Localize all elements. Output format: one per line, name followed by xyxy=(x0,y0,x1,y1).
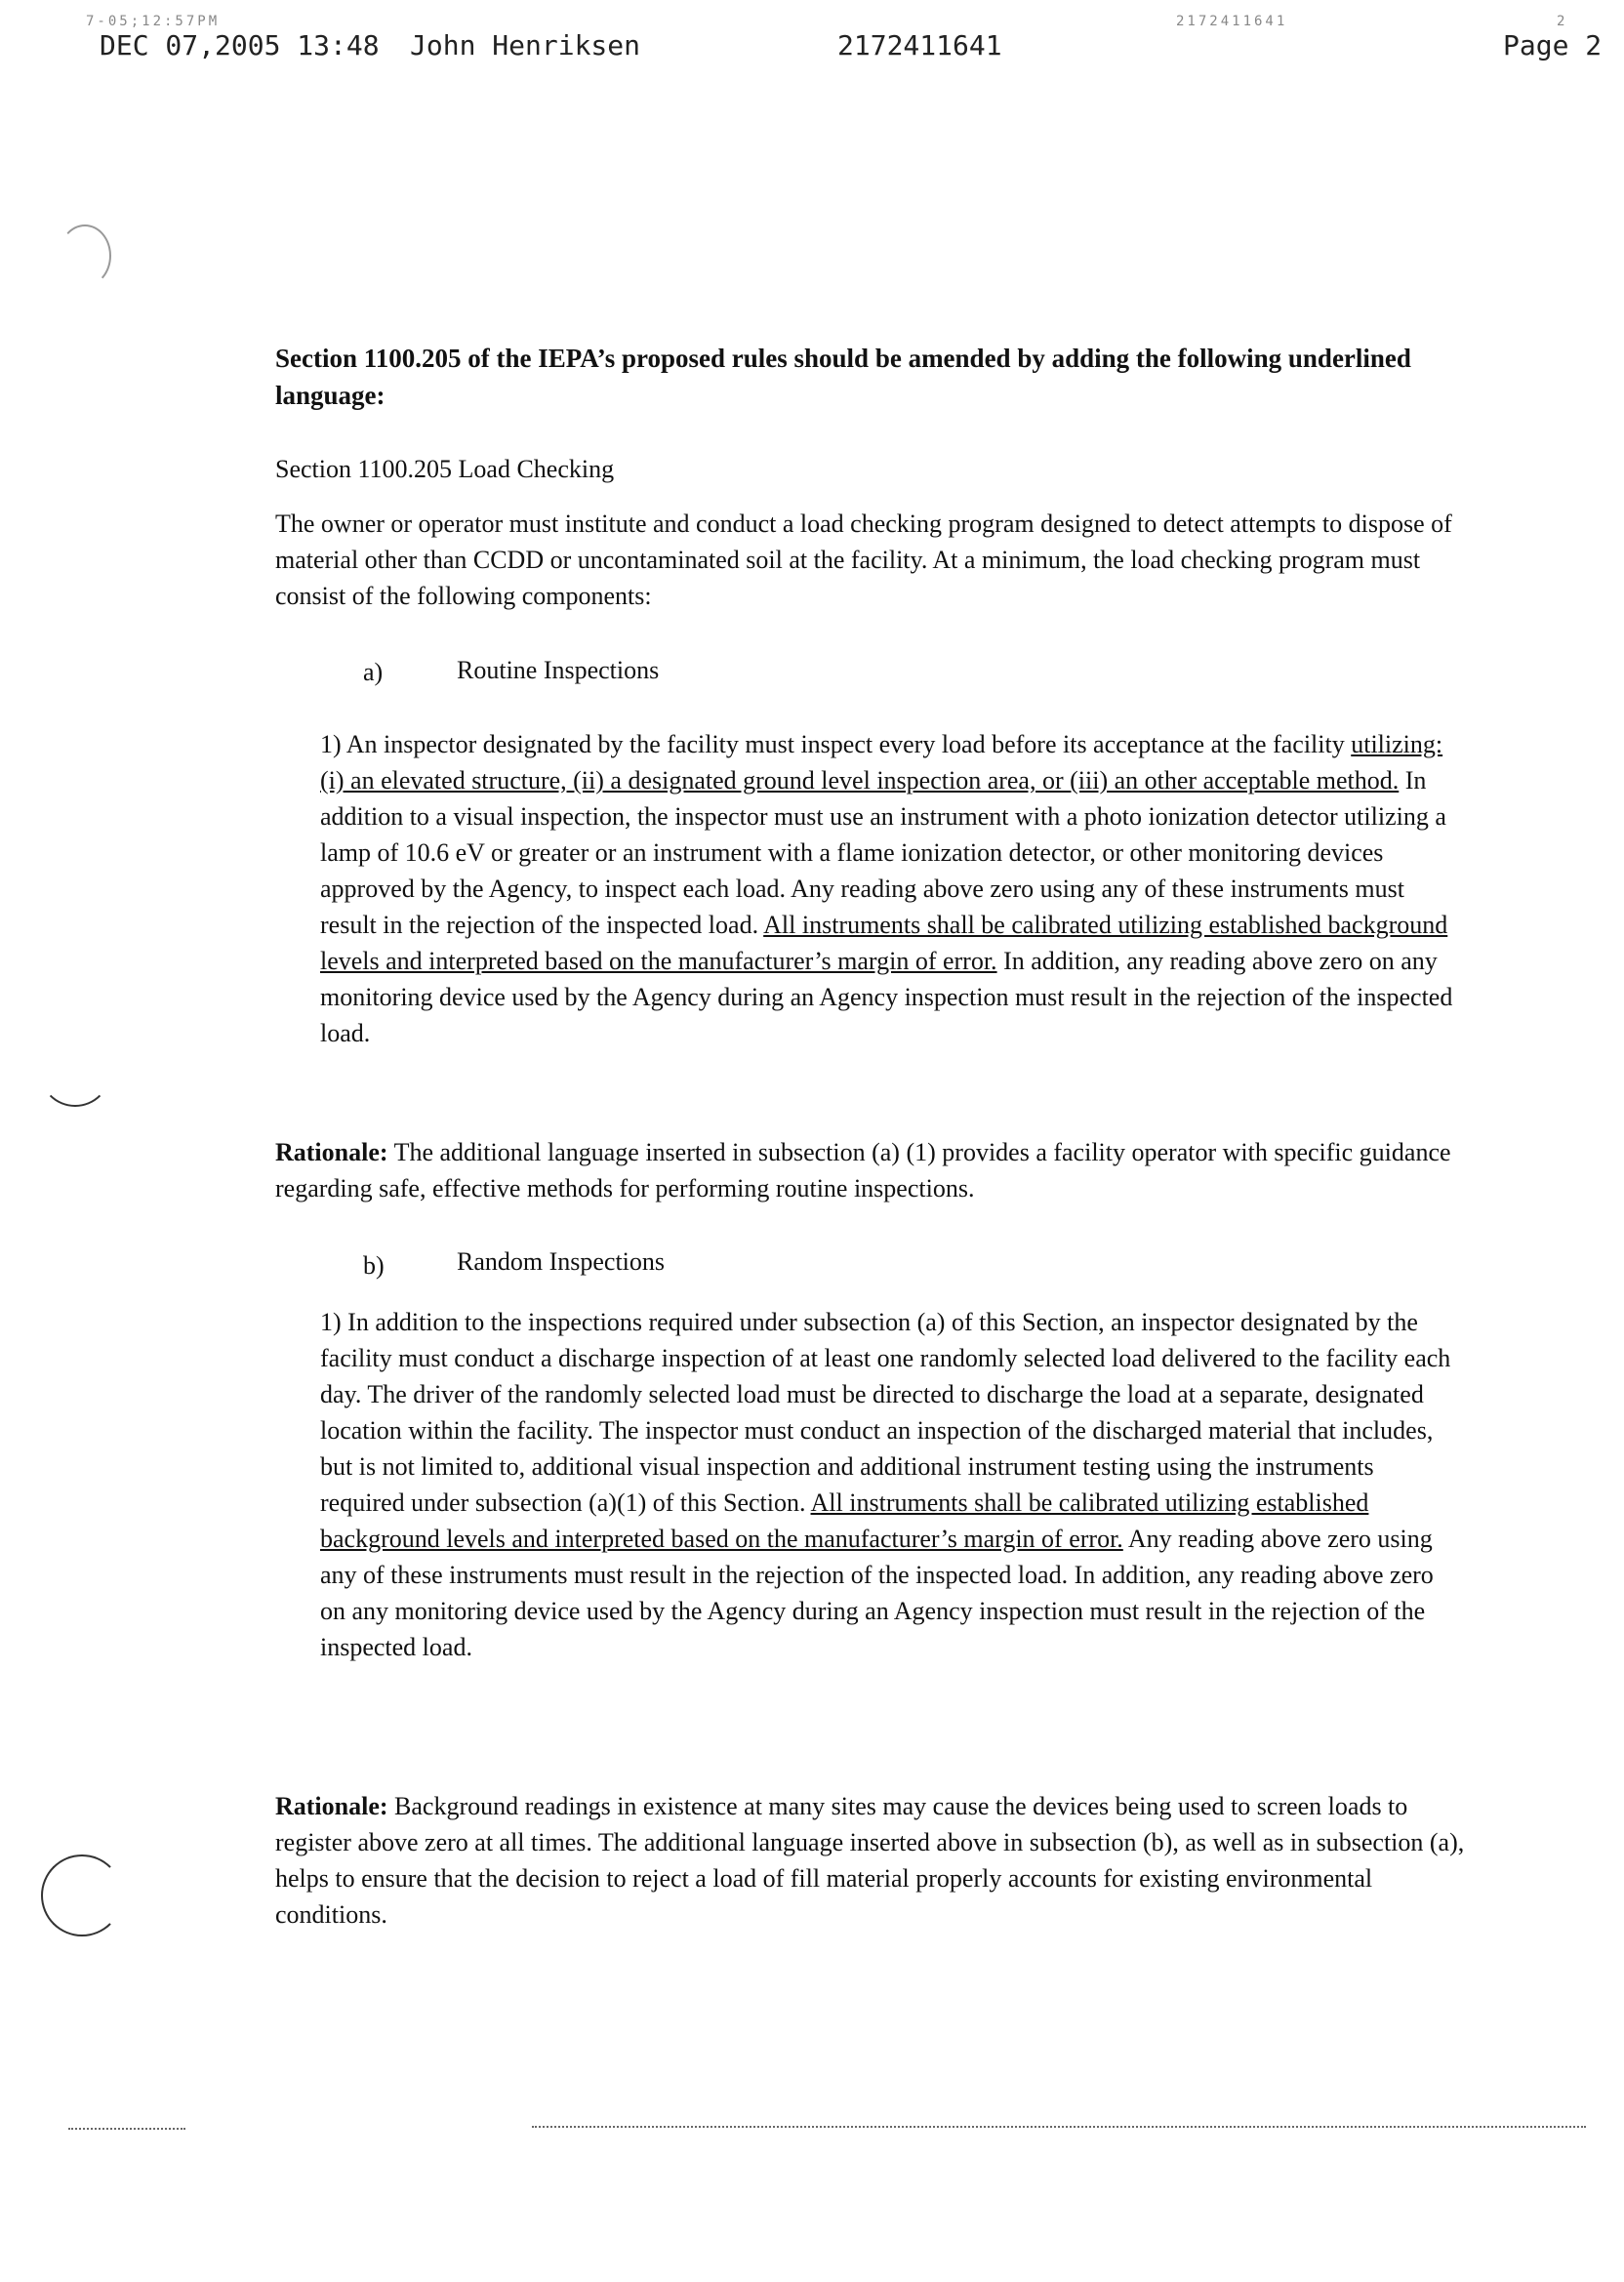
subsection-a-text-3: In addition, any reading above zero on any monitoring device used by the Agency during an Agency inspection must result in the rejection of the inspected load. xyxy=(320,947,1453,1047)
document-heading: Section 1100.205 of the IEPA’s proposed rules should be amended by adding the following underlined language: xyxy=(275,344,1411,410)
section-title: Section 1100.205 Load Checking xyxy=(275,455,615,483)
subsection-a-underlined-1: utilizing: (i) an elevated structure, (ii) a designated ground level inspection area, or (iii) an other acceptable method. xyxy=(320,730,1443,795)
subsection-a-paragraph xyxy=(320,726,1460,1051)
rationale-1-text: The additional language inserted in subsection (a) (1) provides a facility operator with specific guidance regarding safe, effective methods for performing routine inspections. xyxy=(275,1138,1451,1202)
subsection-b-title: Random Inspections xyxy=(457,1247,666,1276)
rationale-2-label: Rationale: xyxy=(275,1792,388,1820)
subsection-a-label: a) xyxy=(363,658,384,686)
subsection-b-paragraph xyxy=(320,1304,1460,1665)
subsection-b-text-1: 1) In addition to the inspections required under subsection (a) of this Section, an inspector designated by the facility must conduct a discharge inspection of at least one randomly selected load delivered to the facility each day. The driver of the randomly selected load must be directed to discharge the load at a separate, designated location within the facility. The inspector must conduct an inspection of the discharged material that includes, but is not limited to, additional visual inspection and additional instrument testing using the instruments required under subsection (a)(1) of this Section. xyxy=(320,1308,1451,1517)
subsection-b-label: b) xyxy=(363,1251,385,1280)
fax-transmit-page: 2 xyxy=(1557,14,1568,29)
subsection-a-title: Routine Inspections xyxy=(457,656,660,684)
rationale-2 xyxy=(275,1788,1466,1933)
subsection-a-underlined-2: All instruments shall be calibrated utilizing established background levels and interpreted based on the manufacturer’s margin of error. xyxy=(320,911,1448,975)
fax-transmit-stamp: 7-05;12:57PM xyxy=(86,14,221,29)
punch-hole-mark-top xyxy=(59,224,111,287)
subsection-b-text-2: Any reading above zero using any of these instruments must result in the rejection of the inspected load. In addition, any reading above zero on any monitoring device used by the Agency during an Agency inspection must result in the rejection of the inspected load. xyxy=(320,1525,1434,1661)
punch-hole-mark-middle xyxy=(39,1035,111,1107)
scan-noise-line-left xyxy=(68,2128,185,2130)
subsection-b-underlined: All instruments shall be calibrated utilizing established background levels and interpreted based on the manufacturer’s margin of error. xyxy=(320,1488,1369,1553)
fax-transmit-number: 2172411641 xyxy=(1176,14,1288,29)
scan-noise-line xyxy=(532,2126,1586,2128)
punch-hole-mark-bottom xyxy=(41,1854,123,1936)
fax-sender: John Henriksen xyxy=(410,29,641,61)
fax-datetime: DEC 07,2005 13:48 xyxy=(100,29,380,61)
subsection-a-text-2: In addition to a visual inspection, the inspector must use an instrument with a photo ionization detector utilizing a lamp of 10.6 eV or greater or an instrument with a flame ionization detector, or other monitoring devices approved by the Agency, to inspect each load. Any reading above zero using any of these instruments must result in the rejection of the inspected load. xyxy=(320,766,1446,939)
intro-paragraph: The owner or operator must institute and conduct a load checking program designed to detect attempts to dispose of material other than CCDD or uncontaminated soil at the facility. At a minimum, the load checking program must consist of the following components: xyxy=(275,509,1452,610)
rationale-1 xyxy=(275,1134,1466,1206)
rationale-1-label: Rationale: xyxy=(275,1138,388,1166)
subsection-a-text-1: 1) An inspector designated by the facility must inspect every load before its acceptance at the facility xyxy=(320,730,1352,758)
fax-page-number: Page 2 xyxy=(1503,29,1603,61)
fax-number: 2172411641 xyxy=(837,29,1002,61)
rationale-2-text: Background readings in existence at many sites may cause the devices being used to screen loads to register above zero at all times. The additional language inserted above in subsection (b), as well as in subsection (a), helps to ensure that the decision to reject a load of fill material properly accounts for existing environmental conditions. xyxy=(275,1792,1465,1929)
